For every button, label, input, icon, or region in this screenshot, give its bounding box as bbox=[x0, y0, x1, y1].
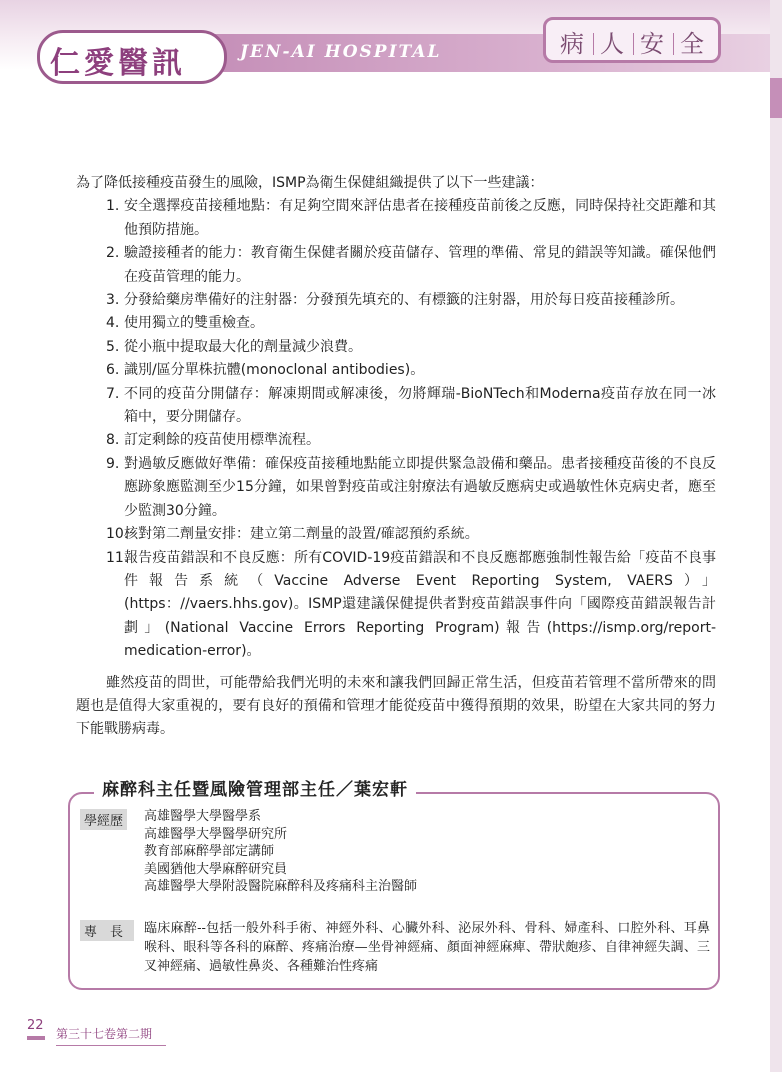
list-item bbox=[76, 383, 716, 430]
list-item-text: 報告疫苗錯誤和不良反應：所有COVID-19疫苗錯誤和不良反應都應強制性報告給「疫苗不良事件報告系統（Vaccine Adverse Event Reporting System, VAERS）」(https：//vaers.hhs.gov)。ISMP還建議保健提供者對疫苗錯誤事件向「國際疫苗錯誤報告計劃」(National Vaccine Errors Reporting Program)報告(https://ismp.org/report-medication-error)。 bbox=[124, 549, 716, 660]
page-number: 22 bbox=[27, 1018, 44, 1033]
section-badge-char: 全 bbox=[680, 30, 707, 58]
list-item-number: 5. bbox=[106, 338, 120, 355]
page-header bbox=[0, 0, 782, 110]
list-item bbox=[76, 312, 716, 335]
list-item bbox=[76, 195, 716, 242]
list-item-text: 分發給藥房準備好的注射器：分發預先填充的、有標籤的注射器，用於每日疫苗接種診所。 bbox=[124, 292, 684, 309]
article-closing: 雖然疫苗的問世，可能帶給我們光明的未來和讓我們回歸正常生活，但疫苗若管理不當所帶來的問題也是值得大家重視的，要有良好的預備和管理才能從疫苗中獲得預期的效果，盼望在大家共同的努力下能戰勝病毒。 bbox=[76, 674, 716, 738]
publication-logo: 仁愛醫訊 bbox=[50, 46, 186, 81]
issue-label: 第三十七卷第二期 bbox=[56, 1025, 166, 1046]
list-item-text: 安全選擇疫苗接種地點：有足夠空間來評估患者在接種疫苗前後之反應，同時保持社交距離和其他預防措施。 bbox=[124, 198, 716, 238]
list-item bbox=[76, 289, 716, 312]
list-item bbox=[76, 336, 716, 359]
education-entry: 美國猶他大學麻醉研究員 bbox=[144, 861, 288, 877]
list-item bbox=[76, 453, 716, 523]
list-item-number: 2. bbox=[106, 245, 120, 262]
list-item bbox=[76, 359, 716, 382]
badge-divider bbox=[633, 33, 634, 55]
article-body bbox=[76, 172, 716, 742]
list-item bbox=[76, 242, 716, 289]
list-item-number: 1. bbox=[106, 198, 120, 215]
section-badge-char: 安 bbox=[640, 30, 667, 58]
article-intro: 為了降低接種疫苗發生的風險，ISMP為衛生保健組織提供了以下一些建議： bbox=[76, 175, 544, 191]
author-heading bbox=[94, 778, 416, 802]
list-item bbox=[76, 547, 716, 664]
list-item bbox=[76, 429, 716, 452]
page-edge-strip bbox=[770, 0, 782, 1072]
education-entry: 高雄醫學大學附設醫院麻醉科及疼痛科主治醫師 bbox=[144, 879, 418, 894]
list-item-number: 9. bbox=[106, 455, 120, 472]
page-number-bar bbox=[27, 1036, 45, 1040]
list-item-text: 訂定剩餘的疫苗使用標準流程。 bbox=[124, 432, 320, 449]
list-item bbox=[76, 523, 716, 546]
badge-divider bbox=[593, 33, 594, 55]
list-item-text: 識別/區分單株抗體(monoclonal antibodies)。 bbox=[124, 362, 425, 379]
education-entry: 高雄醫學大學醫學系 bbox=[144, 809, 262, 824]
list-item-text: 不同的疫苗分開儲存：解凍期間或解凍後，勿將輝瑞-BioNTech和Moderna疫苗存放在同一冰箱中，要分開儲存。 bbox=[124, 385, 716, 426]
list-item-text: 核對第二劑量安排：建立第二劑量的設置/確認預約系統。 bbox=[124, 526, 479, 543]
education-entry: 教育部麻醉學部定講師 bbox=[144, 844, 275, 859]
list-item-number: 7. bbox=[106, 385, 120, 402]
list-item-number: 11. bbox=[106, 549, 129, 566]
list-item-text: 從小瓶中提取最大化的劑量減少浪費。 bbox=[124, 338, 362, 355]
list-item-number: 6. bbox=[106, 362, 120, 379]
list-item-number: 3. bbox=[106, 292, 120, 309]
education-list bbox=[144, 808, 417, 896]
specialty-text: 臨床麻醉--包括一般外科手術、神經外科、心臟外科、泌尿外科、骨科、婦產科、口腔外科、耳鼻喉科、眼科等各科的麻醉、疼痛治療—坐骨神經痛、顏面神經麻痺、帶狀皰疹、自律神經失調、三叉神經痛、過敏性鼻炎、各種難治性疼痛 bbox=[144, 921, 710, 974]
recommendation-list bbox=[76, 195, 716, 663]
hospital-name: JEN-AI HOSPITAL bbox=[240, 42, 442, 62]
list-item-text: 使用獨立的雙重檢查。 bbox=[124, 315, 264, 332]
education-label: 學經歷 bbox=[80, 809, 127, 830]
section-badge bbox=[560, 24, 707, 59]
list-item-number: 10. bbox=[106, 526, 129, 543]
badge-divider bbox=[673, 33, 674, 55]
author-title: 麻醉科主任暨風險管理部主任／葉宏軒 bbox=[102, 780, 408, 800]
specialty-label: 專 長 bbox=[80, 920, 134, 941]
page-edge-tab bbox=[770, 78, 782, 118]
list-item-number: 8. bbox=[106, 432, 120, 449]
list-item-text: 對過敏反應做好準備：確保疫苗接種地點能立即提供緊急設備和藥品。患者接種疫苗後的不良反應跡象應監測至少15分鐘，如果曾對疫苗或注射療法有過敏反應病史或過敏性休克病史者，應至少監測30分鐘。 bbox=[124, 455, 716, 519]
section-badge-char: 病 bbox=[560, 30, 587, 58]
list-item-text: 驗證接種者的能力：教育衛生保健者關於疫苗儲存、管理的準備、常見的錯誤等知識。確保他們在疫苗管理的能力。 bbox=[124, 245, 716, 285]
list-item-number: 4. bbox=[106, 315, 120, 332]
education-entry: 高雄醫學大學醫學研究所 bbox=[144, 826, 288, 842]
section-badge-char: 人 bbox=[600, 30, 627, 58]
